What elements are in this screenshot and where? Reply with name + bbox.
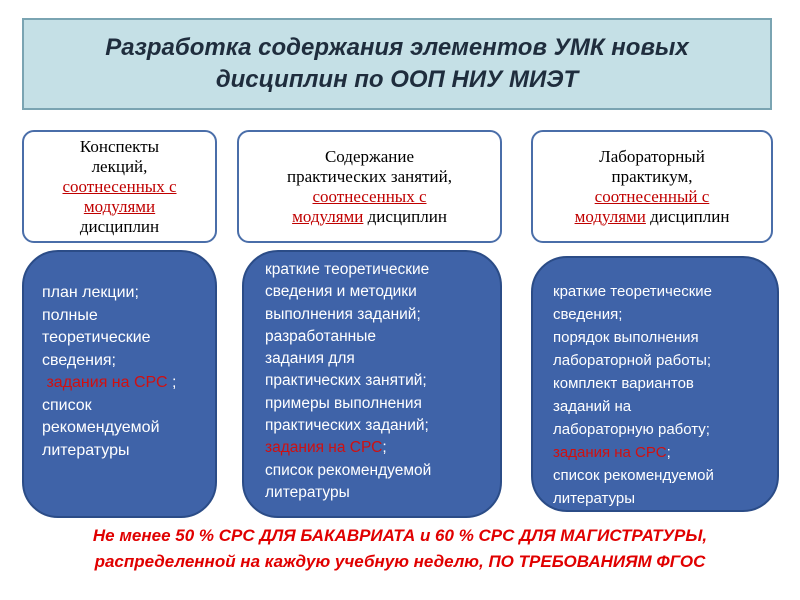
lab-practicum-content	[531, 256, 779, 512]
heading-red-word: модулями	[574, 206, 646, 226]
content-line: сведения;	[553, 306, 623, 323]
semicolon: ;	[172, 374, 177, 391]
content-line: сведения;	[42, 351, 116, 369]
content-line: полные	[42, 306, 98, 324]
heading-red-line: соотнесенных с	[62, 176, 177, 196]
content-line: порядок выполнения	[553, 329, 699, 346]
heading-red-line: соотнесенных с	[312, 186, 427, 206]
content-line: рекомендуемой	[42, 419, 160, 436]
title-line-1: Разработка содержания элементов УМК новых	[105, 34, 689, 61]
srs-task-text: задания на СРС	[553, 444, 667, 461]
content-line	[42, 372, 215, 395]
heading-line: Лабораторный	[599, 146, 705, 166]
content-line: разработанные	[265, 327, 376, 345]
content-line: лабораторную работу;	[553, 421, 710, 438]
semicolon: ;	[666, 444, 671, 461]
heading-line: дисциплин	[79, 216, 160, 236]
content-line: краткие теоретические	[265, 261, 430, 278]
heading-word: дисциплин	[645, 206, 730, 226]
content-line	[265, 437, 500, 459]
heading-line: Содержание	[324, 146, 415, 166]
content-line: комплект вариантов	[553, 375, 694, 392]
heading-line: практикум,	[611, 166, 693, 186]
heading-line	[239, 207, 500, 227]
semicolon: ;	[382, 439, 387, 457]
lab-practicum-heading	[531, 130, 773, 243]
heading-line: практических занятий,	[287, 166, 452, 186]
content-line: выполнения заданий;	[265, 305, 421, 323]
content-line: задания для	[265, 350, 355, 368]
content-line: примеры выполнения	[265, 394, 422, 412]
content-line: практических занятий;	[265, 372, 427, 390]
content-line: список	[42, 396, 92, 414]
heading-line	[533, 207, 771, 227]
content-line: список рекомендуемой	[265, 461, 432, 479]
practical-classes-heading	[237, 130, 502, 243]
srs-task-text: задания на СРС	[265, 439, 383, 457]
content-line: сведения и методики	[265, 283, 417, 301]
title-banner	[22, 18, 772, 110]
lecture-notes-heading	[22, 130, 217, 243]
content-line: краткие теоретические	[553, 283, 713, 300]
content-line: литературы	[265, 483, 350, 501]
srs-task-text: задания на СРС	[46, 374, 168, 391]
content-line: литературы	[553, 490, 636, 507]
content-line: план лекции;	[42, 284, 139, 301]
footer-line-1: Не менее 50 % СРС ДЛЯ БАКАВРИАТА и 60 % СРС ДЛЯ МАГИСТРАТУРЫ,	[92, 526, 708, 545]
content-line: заданий на	[553, 398, 632, 415]
heading-line: лекций,	[91, 156, 148, 176]
content-line: список рекомендуемой	[553, 467, 714, 484]
heading-red-word: модулями	[292, 206, 364, 226]
heading-red-line: модулями	[83, 196, 156, 216]
heading-line: Конспекты	[79, 136, 160, 156]
lecture-notes-content	[22, 250, 217, 518]
content-line: литературы	[42, 441, 130, 459]
practical-classes-content	[242, 250, 502, 518]
content-line: лабораторной работы;	[553, 352, 712, 369]
title-line-2: дисциплин по ООП НИУ МИЭТ	[215, 66, 579, 93]
content-line	[553, 441, 777, 464]
heading-word: дисциплин	[363, 206, 447, 226]
heading-red-line: соотнесенный с	[594, 186, 710, 206]
footer-line-2: распределенной на каждую учебную неделю, ПО ТРЕБОВАНИЯМ ФГОС	[94, 552, 706, 571]
content-line: теоретические	[42, 329, 151, 346]
content-line: практических заданий;	[265, 417, 429, 435]
